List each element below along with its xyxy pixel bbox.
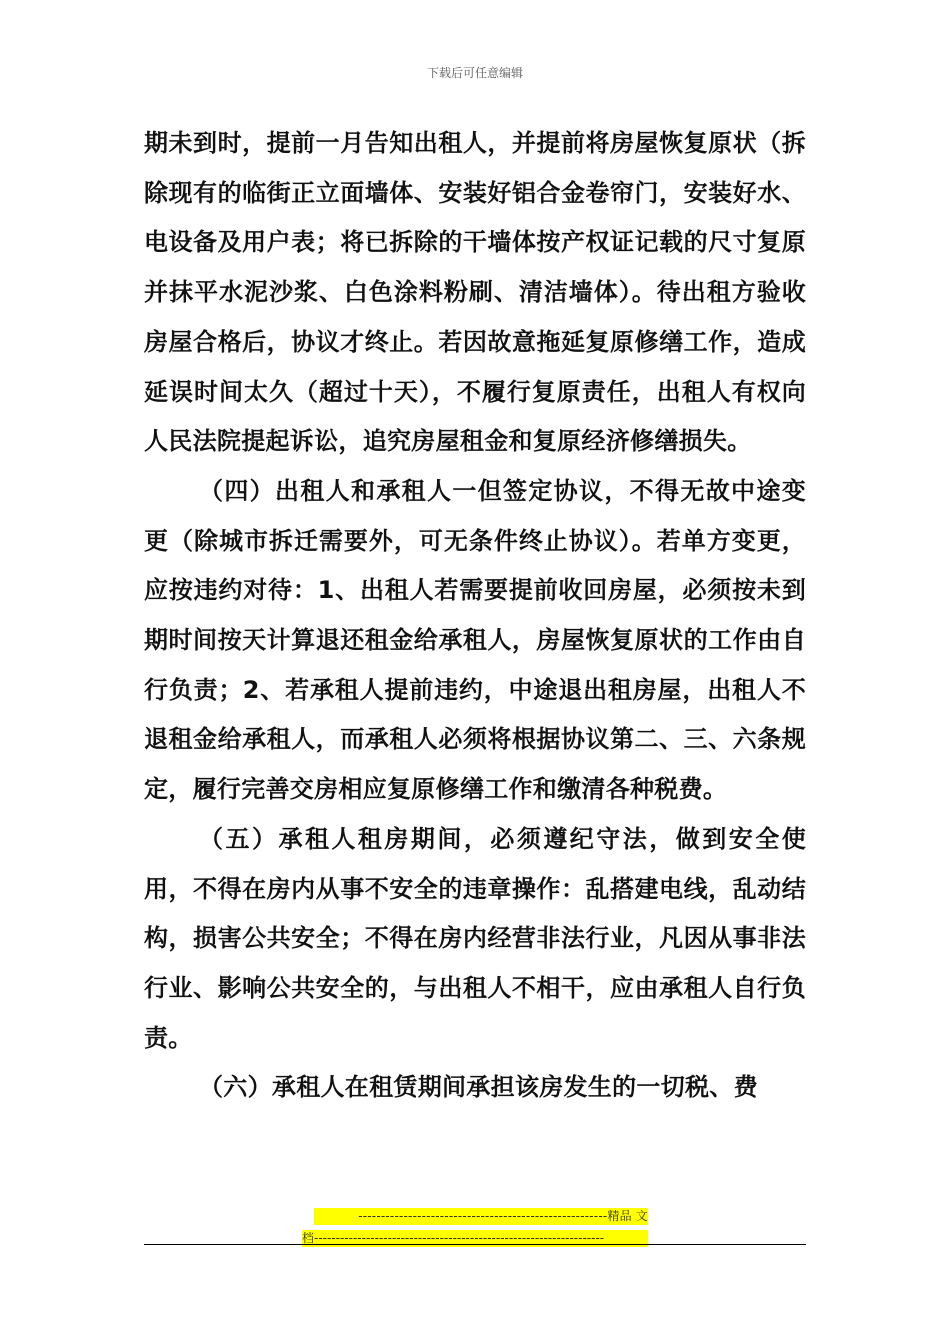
footer-line-1: -------------------------------------------------------精品 文: [314, 1208, 648, 1225]
paragraph-continuation: 期未到时，提前一月告知出租人，并提前将房屋恢复原状（拆除现有的临街正立面墙体、安装好铝合金卷帘门，安装好水、电设备及用户表；将已拆除的干墙体按产权证记载的尺寸复原并抹平水泥沙浆、白色涂料粉刷、清洁墙体）。待出租方验收房屋合格后，协议才终止。若因故意拖延复原修缮工作，造成延误时间太久（超过十天），不履行复原责任，出租人有权向人民法院提起诉讼，追究房屋租金和复原经济修缮损失。: [144, 129, 806, 456]
paragraph-clause-6: （六）承租人在租赁期间承担该房发生的一切税、费: [199, 1073, 758, 1102]
page-header: 下载后可任意编辑: [426, 66, 523, 80]
footer-watermark: [302, 1208, 648, 1252]
footer-rule: [144, 1244, 806, 1245]
paragraph-clause-4: （四）出租人和承租人一但签定协议，不得无故中途变更（除城市拆迁需要外，可无条件终止协议）。若单方变更，应按违约对待：1、出租人若需要提前收回房屋，必须按未到期时间按天计算退还租金给承租人，房屋恢复原状的工作由自行负责；2、若承租人提前违约，中途退出租房屋，出租人不退租金给承租人，而承租人必须将根据协议第二、三、六条规定，履行完善交房相应复原修缮工作和缴清各种税费。: [144, 476, 806, 804]
document-body: [144, 119, 806, 1113]
paragraph-clause-5: （五）承租人租房期间，必须遵纪守法，做到安全使用，不得在房内从事不安全的违章操作：乱搭建电线，乱动结构，损害公共安全；不得在房内经营非法行业，凡因从事非法行业、影响公共安全的，与出租人不相干，应由承租人自行负责。: [144, 824, 806, 1052]
footer-line-2: 档-------------------------------------------------------------------: [302, 1230, 648, 1247]
